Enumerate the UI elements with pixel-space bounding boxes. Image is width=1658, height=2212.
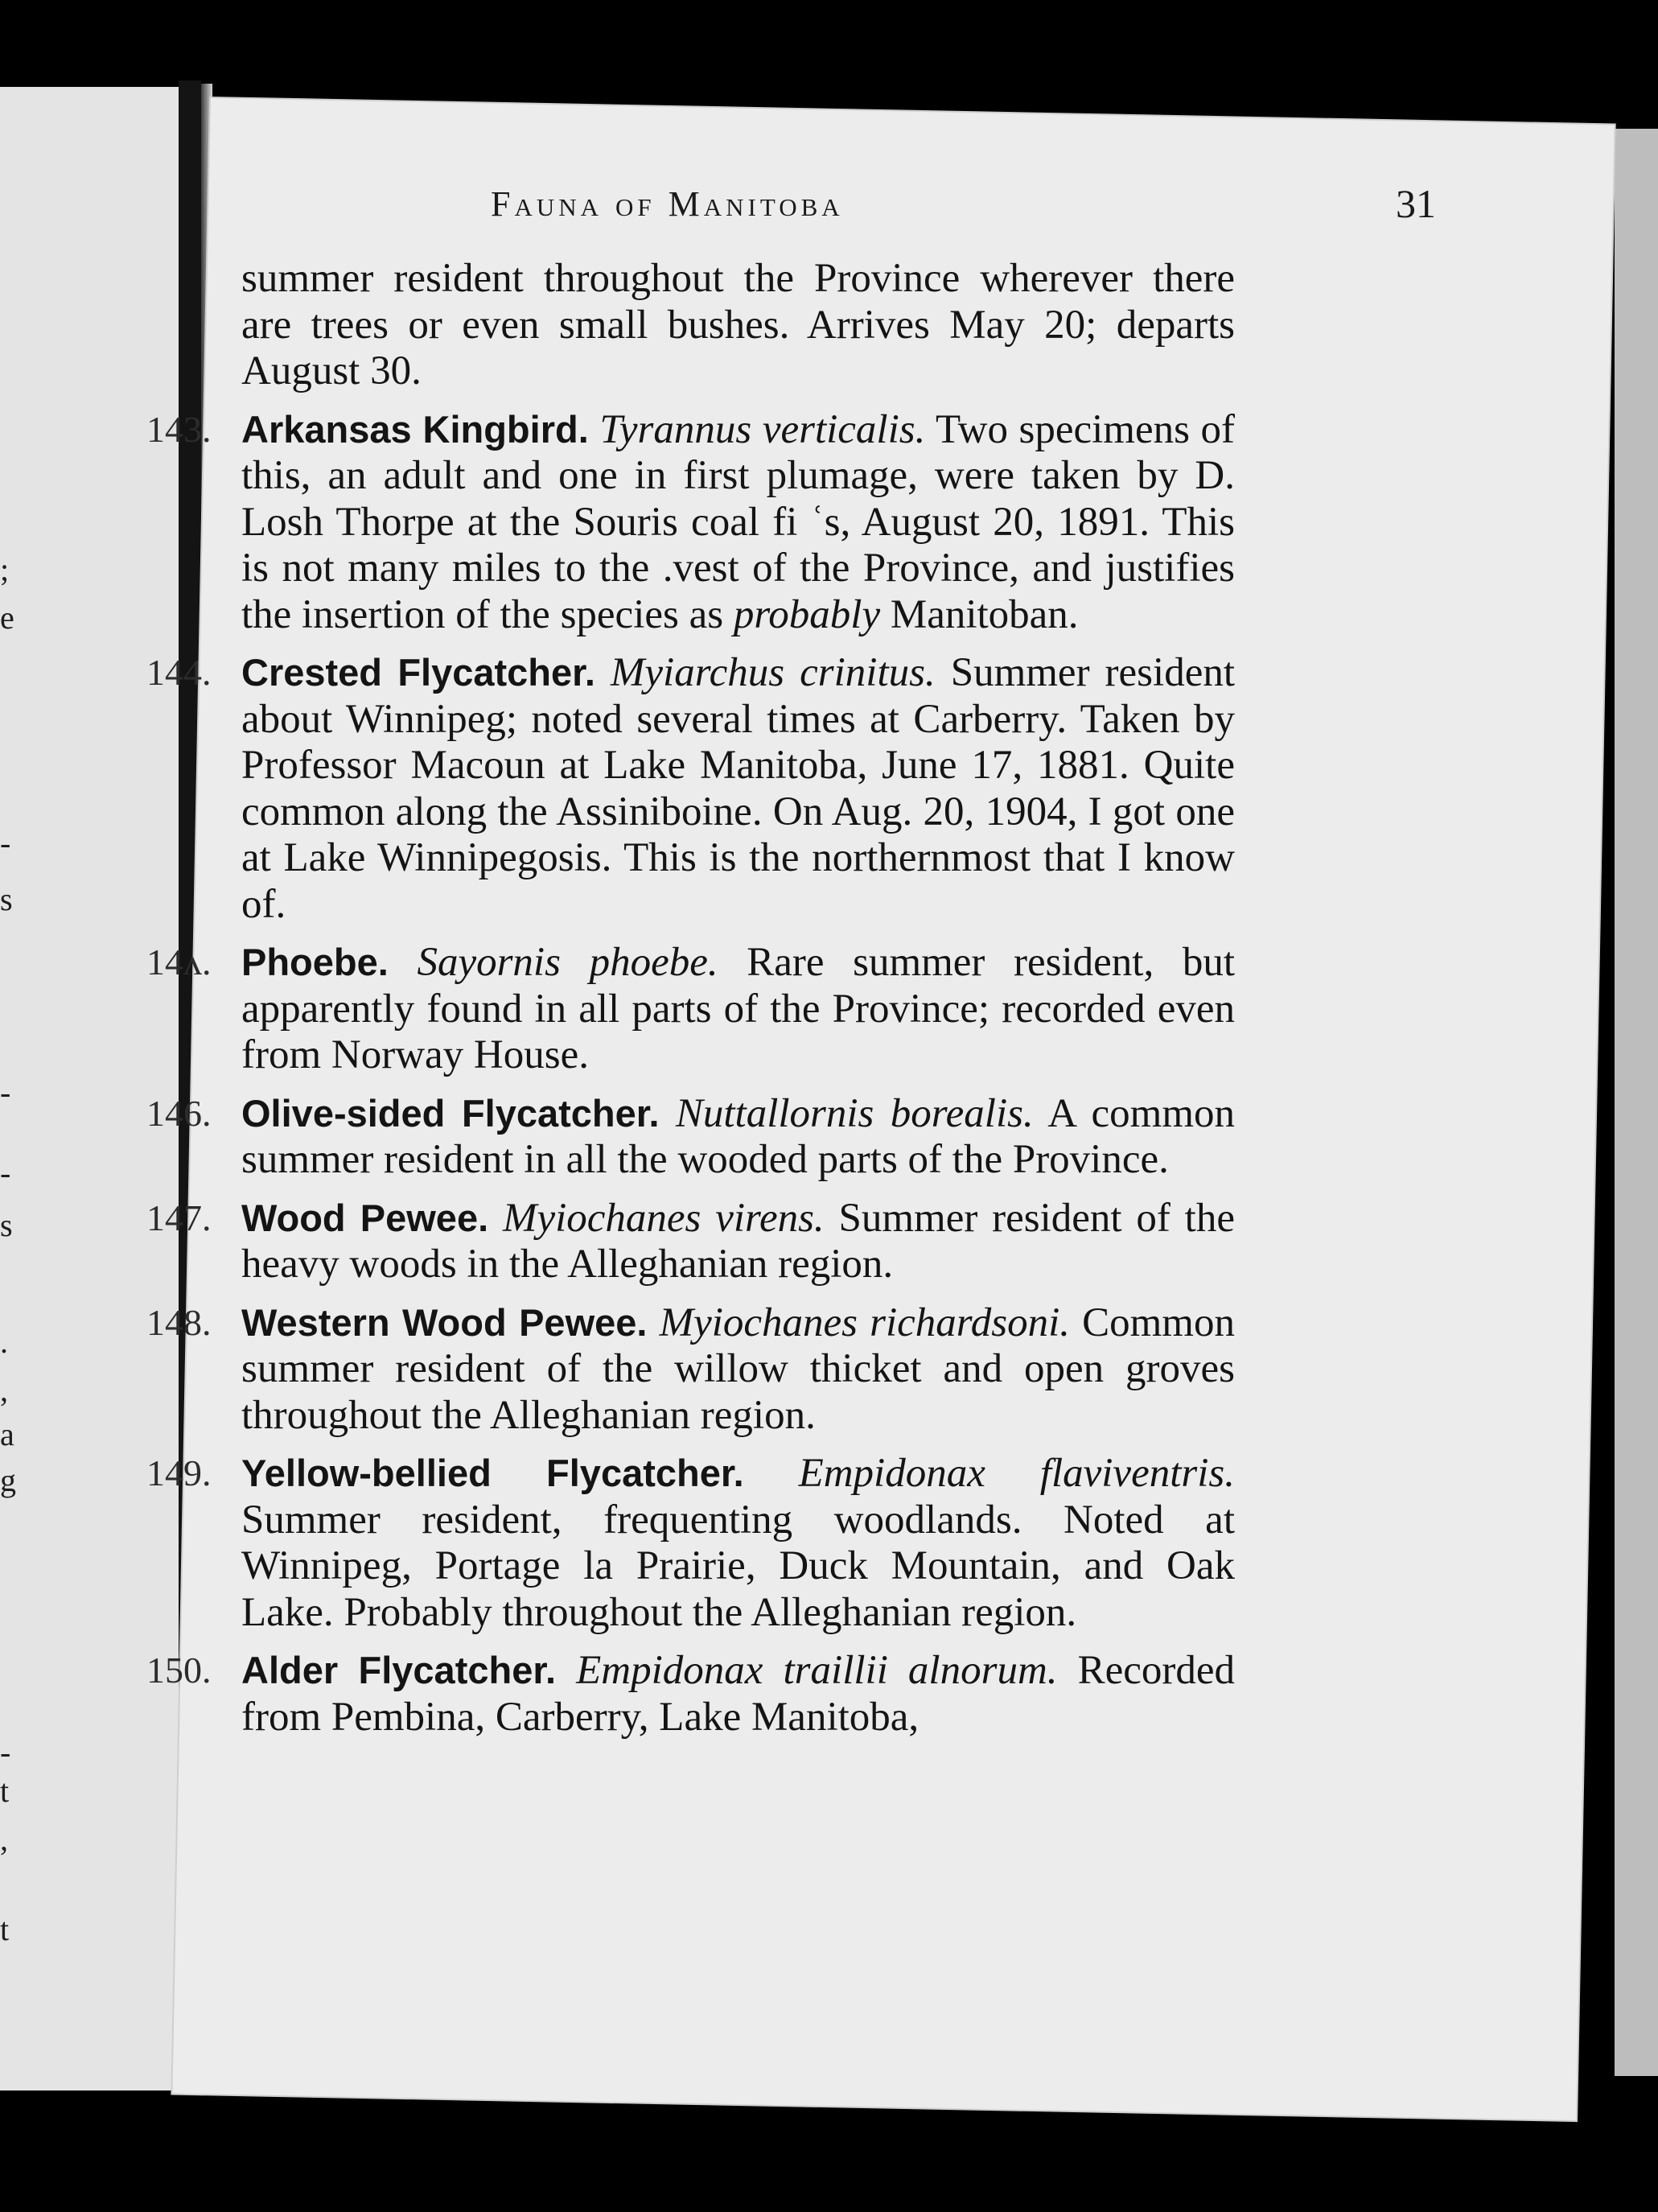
- left-page-fragment: s: [0, 881, 13, 917]
- running-title: Fauna of Manitoba: [491, 184, 844, 224]
- entry-description: Recorded from Pembina, Carberry, Lake Manitoba,: [241, 1648, 1236, 1740]
- scientific-name: Empidonax flaviventris.: [798, 1451, 1235, 1496]
- entry-number: 150.: [146, 1650, 212, 1691]
- species-entry: [146, 1300, 1235, 1440]
- entry-description: Summer resident about Winnipeg; noted several times at Carberry. Taken by Professor Macoun at Lake Manitoba, June 17, 1881. Quite common along the Assiniboine. On Aug. 20, 1904, I got one at Lake Winnipegosis. This is the northernmost that I know of.: [241, 650, 1235, 927]
- left-page-fragment: a: [0, 1416, 14, 1452]
- scientific-name: Sayornis phoebe.: [417, 940, 718, 985]
- species-entry: [146, 1195, 1235, 1288]
- running-header: [491, 183, 1436, 248]
- entry-number: 146.: [146, 1092, 212, 1134]
- scientific-name: Myiochanes richardsoni.: [659, 1300, 1070, 1345]
- entry-number: 147.: [146, 1197, 212, 1238]
- left-page-fragment: -: [0, 825, 11, 861]
- common-name: Phoebe.: [241, 941, 389, 983]
- common-name: Crested Flycatcher.: [241, 651, 595, 694]
- entry-description: Summer resident of the heavy woods in the Alleghanian region.: [241, 1195, 1235, 1287]
- entry-description-end: Manitoban.: [890, 591, 1079, 637]
- common-name: Arkansas Kingbird.: [241, 407, 589, 451]
- species-entry: [146, 1647, 1236, 1740]
- left-page-fragment: ,: [0, 1821, 8, 1857]
- page-edge-strip: [1615, 129, 1658, 2076]
- entry-description: Two specimens of this, an adult and one in first plumage, were taken by D. Losh Thorpe at the Souris coal fi ʿs, August 20, 1891. This is not many miles to the .vest of the Province, and justifies the insertion of the species as: [241, 406, 1235, 637]
- entry-number: 144.: [146, 652, 212, 693]
- species-entry: [146, 1090, 1236, 1184]
- continuation-paragraph: summer resident throughout the Province wherever there are trees or even small bushes. Arrives May 20; departs August 30.: [241, 256, 1235, 393]
- entry-description: Rare summer resident, but apparently found in all parts of the Province; recorded even from Norway House.: [241, 940, 1236, 1077]
- page-body: [146, 256, 1236, 1752]
- left-page-fragment: -: [0, 1734, 11, 1770]
- entry-description: Common summer resident of the willow thicket and open groves throughout the Alleghanian region.: [241, 1300, 1235, 1438]
- species-entry: [146, 649, 1235, 928]
- entry-description: Summer resident, frequenting woodlands. Noted at Winnipeg, Portage la Prairie, Duck Mountain, and Oak Lake. Probably throughout the Alleghanian region.: [241, 1497, 1235, 1635]
- left-page-fragment: e: [0, 599, 14, 636]
- entry-number: 148.: [146, 1301, 212, 1343]
- entry-number: 14ʌ.: [146, 941, 212, 982]
- common-name: Olive-sided Flycatcher.: [241, 1091, 660, 1135]
- left-page-fragment: ;: [0, 551, 10, 587]
- left-page-fragment: g: [0, 1462, 16, 1498]
- scientific-name: Myiarchus crinitus.: [610, 650, 936, 695]
- left-page-fragment: -: [0, 1074, 11, 1110]
- scientific-name: Nuttallornis borealis.: [675, 1090, 1034, 1136]
- left-page-fragment: ,: [0, 1372, 8, 1408]
- species-entry: [146, 939, 1236, 1079]
- scientific-name: Empidonax traillii alnorum.: [576, 1648, 1058, 1693]
- species-entry: [146, 406, 1235, 639]
- scientific-name: Tyrannus verticalis.: [599, 406, 926, 452]
- entry-emphasis: probably: [733, 591, 881, 637]
- left-page-fragment: t: [0, 1773, 10, 1809]
- common-name: Alder Flycatcher.: [241, 1649, 557, 1691]
- left-page-fragment: s: [0, 1207, 13, 1243]
- common-name: Western Wood Pewee.: [241, 1300, 648, 1344]
- common-name: Wood Pewee.: [241, 1196, 489, 1239]
- left-page-fragment: t: [0, 1911, 10, 1947]
- entry-number: 143.: [146, 408, 212, 450]
- entry-description: A common summer resident in all the wooded parts of the Province.: [241, 1090, 1236, 1182]
- species-entry: [146, 1450, 1235, 1636]
- scientific-name: Myiochanes virens.: [502, 1195, 825, 1241]
- common-name: Yellow-bellied Flycatcher.: [241, 1452, 744, 1494]
- left-page-edge: [0, 87, 179, 2090]
- left-page-fragment: .: [0, 1324, 8, 1360]
- page-number: 31: [1396, 181, 1436, 226]
- left-page-fragment: -: [0, 1155, 11, 1191]
- entry-number: 149.: [146, 1452, 212, 1493]
